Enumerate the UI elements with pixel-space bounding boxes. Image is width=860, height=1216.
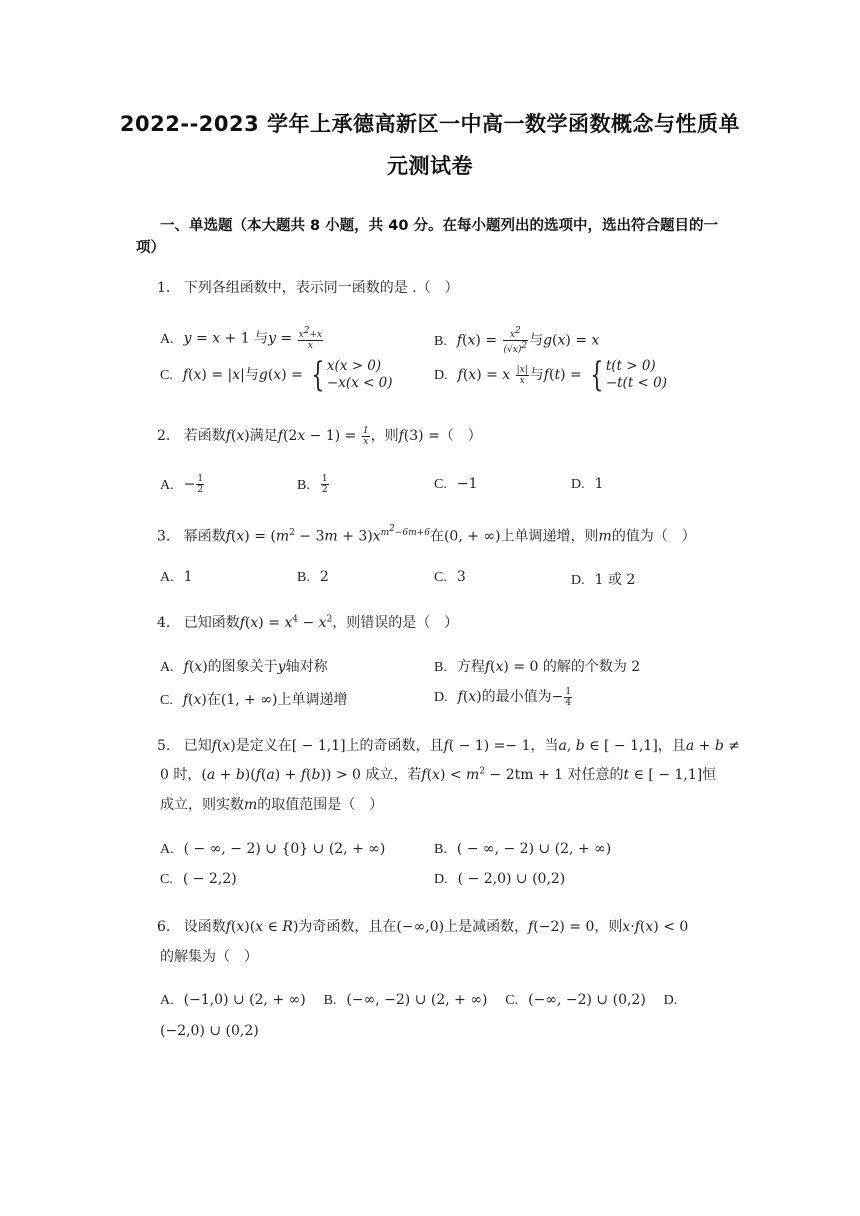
q1-text: 下列各组函数中，表示同一函数的是 .（ ） — [183, 280, 459, 296]
section-header-line-2: 项） — [136, 240, 165, 256]
q5-option-d: D. ( − 2,0) ∪ (0,2) — [434, 871, 566, 887]
q2-number: 2. — [157, 428, 171, 444]
q3-option-b: B. 2 — [297, 569, 329, 585]
q6-option-a: A. (−1,0) ∪ (2, + ∞) — [160, 992, 306, 1008]
q6-option-d-label: D. — [663, 993, 678, 1008]
q5-line-2: 0 时，(a + b)(f(a) + f(b)) > 0 成立，若$f(x) < m^2 - 2tm + 1$ 对任意的t ∈ [ − 1,1]恒 — [160, 766, 717, 783]
q5-option-c: C. ( − 2,2) — [160, 871, 237, 887]
q5-number: 5. — [157, 738, 171, 754]
q3-number: 3. — [157, 528, 171, 545]
q2-stem: 2. 若函数f(x)满足f(2x − 1) = $\frac{1}{x}$ ，则f(3) =（ ） — [157, 425, 482, 447]
q4-option-b: B. 方程f(x) = 0 的解的个数为 2 — [434, 659, 641, 675]
q6-option-d: (−2,0) ∪ (0,2) — [160, 1023, 259, 1039]
q1-option-a: A. y = x + 1 与y = $\frac{x^2+x}{x}$ — [160, 326, 323, 351]
page-title-line-2: 元测试卷 — [387, 154, 473, 178]
q6-line-1: 6. 设函数f(x)(x ∈ R)为奇函数，且在(−∞,0)上是减函数，f(−2) = 0，则x·f(x) < 0 — [157, 919, 689, 935]
q1-option-d: D. f(x) = x $\frac{|x|}{x}$ 与f(t) = { t(t > 0) −t(t < 0) — [434, 355, 667, 395]
q5-line-3: 成立，则实数m的取值范围是（ ） — [160, 797, 384, 813]
q2-option-d: D. 1 — [571, 476, 604, 492]
q4-option-c: C. f(x)在(1, + ∞)上单调递增 — [160, 692, 348, 708]
q6-option-c: C. (−∞, −2) ∪ (0,2) — [505, 992, 646, 1008]
q4-option-d: D. f(x)的最小值为− $\frac{1}{4}$ — [434, 686, 572, 708]
q1-number: 1. — [157, 280, 171, 296]
q5-option-a: A. ( − ∞, − 2) ∪ {0} ∪ (2, + ∞) — [160, 841, 386, 857]
q2-option-b: B. $\frac{1}{2}$ — [297, 474, 328, 495]
q3-option-a: A. 1 — [160, 569, 193, 585]
section-header-line-1: 一、单选题（本大题共 8 小题，共 40 分。在每小题列出的选项中，选出符合题目的一 — [160, 218, 718, 234]
q1-option-c: C. f(x) = |x|与g(x) = { x(x > 0) −x(x < 0) — [160, 355, 393, 395]
q6-line-2: 的解集为（ ） — [160, 949, 258, 965]
q2-option-a: A. − $\frac{1}{2}$ — [160, 474, 204, 495]
q5-line-1: 5. 已知f(x)是定义在[ − 1,1]上的奇函数，且f( − 1) =− 1，当a, b ∈ [ − 1,1]，且a + b ≠ — [157, 738, 740, 754]
q4-stem: 4. 已知函数$f(x) = x^4 - x^2$，则错误的是（ ） — [157, 614, 459, 631]
q2-option-c: C. −1 — [434, 476, 478, 492]
q4-option-a: A. f(x)的图象关于y轴对称 — [160, 659, 328, 675]
q6-number: 6. — [157, 919, 171, 935]
q3-option-c: C. 3 — [434, 569, 466, 585]
q5-option-b: B. ( − ∞, − 2) ∪ (2, + ∞) — [434, 841, 612, 857]
q4-number: 4. — [157, 615, 171, 631]
q1-option-b: B. f(x) = $\frac{x^2}{(√x)^2}$ 与g(x) = x — [434, 326, 600, 355]
q6-option-b: B. (−∞, −2) ∪ (2, + ∞) — [323, 992, 488, 1008]
q1-stem — [157, 277, 459, 297]
q6-options-row — [160, 992, 687, 1009]
q3-stem: 3. 幂函数$f(x) = (m^2 - 3m + 3)x^{m^2-6m+6}$在(0, + ∞)上单调递增，则m的值为（ ） — [157, 524, 696, 545]
page-title-line-1: 2022--2023 学年上承德高新区一中高一数学函数概念与性质单 — [119, 112, 741, 136]
q3-option-d: D. 1 或 2 — [571, 572, 636, 588]
